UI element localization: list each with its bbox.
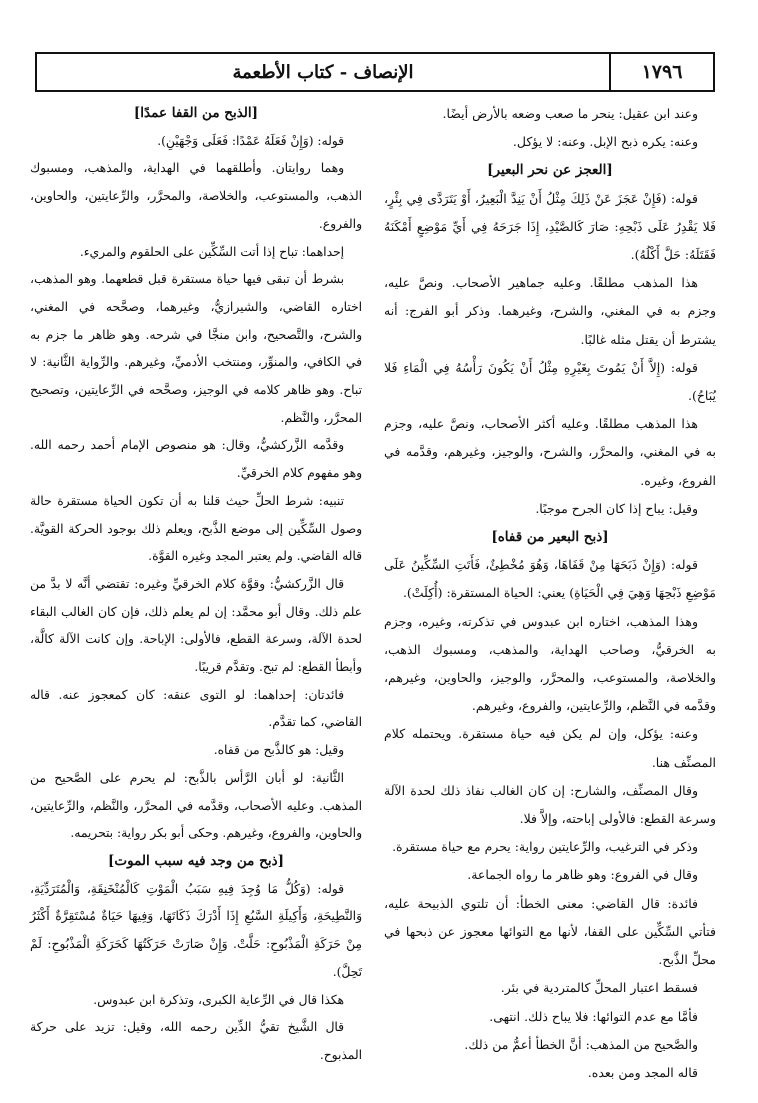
right-column-paragraph: هذا المذهب مطلقًا. وعليه أكثر الأصحاب، ونصَّ عليه، وجزم به في المغني، والمحرَّر، والشرح، والوجيز، وغيرهم، وقدَّمه في الفروع، وغيره. — [384, 416, 716, 488]
right-column-paragraph: وهذا المذهب، اختاره ابن عبدوس في تذكرته، وغيره، وجزم به الخرقيُّ، وصاحب الهداية، والمذهب، ومسبوك الذهب، والخلاصة، والمستوعب، والمحرَّر، والوجيز، والحاوين، وغيرهم، وقدَّمه في النَّظم، والرِّعايتين، والفروع، وغيرهم. — [384, 613, 716, 714]
left-column-paragraph: الثَّانية: لو أبان الرَّأس بالذَّبح: لم يحرم على الصَّحيح من المذهب. وعليه الأصحاب، وقدَّمه في المحرَّر، والنَّظم، والرِّعايتين، والحاوين، والفروع، وغيرهم. وحكى أبو بكر رواية: بتحريمه. — [30, 770, 362, 841]
right-column-paragraph: وعنه: يكره ذبح الإبل. وعنه: لا يؤكل. — [512, 134, 698, 150]
running-title: الإنصاف - كتاب الأطعمة — [232, 61, 414, 83]
right-column-paragraph: وعنه: يؤكل، وإن لم يكن فيه حياة مستقرة. ويحتمله كلام المصنِّف هنا. — [384, 726, 716, 770]
left-column-paragraph: قال الزَّركشيُّ: وقوَّة كلام الخرقيِّ وغيره: تقتضي أنَّه لا بدَّ من علم ذلك. وقال أبو محمَّد: إن لم يعلم ذلك، فإن كان الغالب البقاء لحدة الآلة، وسرعة القطع، فالأولى: الإباحة. وإن كانت الآلة كالَّة، وأبطأ القطع: لم تبح. وتقدَّم قريبًا. — [30, 576, 362, 675]
left-text-column — [30, 100, 362, 1070]
left-column-paragraph: وقدَّمه الزَّركشيُّ، وقال: هو منصوص الإمام أحمد رحمه الله. وهو مفهوم كلام الخرقيِّ. — [30, 438, 362, 481]
left-column-section-heading: [الذبح من القفا عمدًا] — [133, 105, 259, 121]
left-column-paragraph: قوله: (وَكُلُّ مَا وُجِدَ فِيهِ سَبَبُ الْمَوْتِ كَالْمُنْخَنِقَةِ، وَالْمُتَرَدِّيَةِ، وَالنَّطِيحَةِ، وَأَكِيلَةِ السَّبُعِ إِذَا أَدْرَكَ ذَكَاتَهَا، وَفِيهَا حَيَاةٌ مُسْتَقِرَّةٌ أَكْثَرُ مِنْ حَرَكَةِ الْمَذْبُوحِ: حَلَّتْ. وَإِنْ صَارَتْ حَرَكَتُهَا كَحَرَكَةِ الْمَذْبُوحِ: لَمْ تَحِلَّ). — [30, 881, 362, 979]
right-column-paragraph: فسقط اعتبار المحلِّ كالمتردية في بئر. — [500, 980, 698, 996]
right-column-paragraph: وقيل: يباح إذا كان الجرح موجبًا. — [535, 500, 698, 516]
left-column-paragraph: إحداهما: تباح إذا أتت السِّكِّين على الحلقوم والمريء. — [79, 244, 344, 259]
left-column-paragraph: فائدتان: إحداهما: لو التوى عنقه: كان كمعجوز عنه. قاله القاضي، كما تقدَّم. — [30, 687, 362, 730]
right-column-paragraph: قوله: (إِلاَّ أَنْ يَمُوتَ بِغَيْرِهِ مِثْلُ أَنْ يَكُونَ رَأْسُهُ فِي الْمَاءِ فَلا يُبَاحُ). — [384, 359, 716, 404]
left-column-paragraph: هكذا قال في الرِّعاية الكبرى، وتذكرة ابن عبدوس. — [93, 992, 344, 1007]
right-column-paragraph: هذا المذهب مطلقًا. وعليه جماهير الأصحاب. ونصَّ عليه، وجزم به في المغني، والشرح، وغيرهما. وذكر أبو الفرج: أنه يشترط أن يقتل مثله غالبًا. — [384, 275, 716, 347]
page-number: ١٧٩٦ — [641, 61, 683, 83]
left-column-paragraph: قوله: (وَإِنْ فَعَلَهُ عَمْدًا: فَعَلَى وَجْهَيْنِ). — [157, 133, 344, 148]
right-column-paragraph: والصَّحيح من المذهب: أنَّ الخطأ أعمُّ من ذلك. — [464, 1036, 698, 1052]
right-column-paragraph: وعند ابن عقيل: ينحر ما صعب وضعه بالأرض أيضًا. — [442, 106, 698, 121]
right-text-column — [384, 100, 716, 1087]
right-column-section-heading: [ذبح البعير من قفاه] — [491, 529, 609, 546]
page-header — [35, 52, 715, 92]
right-column-paragraph: قوله: (وَإِنْ ذَبَحَهَا مِنْ قَفَاهَا، وَهُوَ مُخْطِئٌ، فَأَتَتِ السِّكِّينُ عَلَى مَوْضِعِ ذَبْحِهَا وَهِيَ فِي الْحَيَاةِ) يعني: الحياة المستقرة: (أُكِلَتْ). — [384, 557, 716, 601]
right-column-paragraph: فأمَّا مع عدم التوائها: فلا يباح ذلك. انتهى. — [489, 1008, 698, 1024]
left-column-paragraph: قال الشَّيخ تقيُّ الدِّين رحمه الله، وقيل: تزيد على حركة المذبوح. — [30, 1020, 362, 1062]
left-column-paragraph: وقيل: هو كالذَّبح من قفاه. — [213, 743, 344, 758]
left-column-section-heading: [ذبح من وجد فيه سبب الموت] — [108, 852, 284, 869]
left-column-paragraph: تنبيه: شرط الحلِّ حيث قلنا به أن تكون الحياة مستقرة حالة وصول السِّكِّين إلى موضع الذَّبح، ويعلم ذلك بوجود الحركة القويَّة. قاله القاضي. ولم يعتبر المجد وغيره القوَّة. — [30, 493, 362, 564]
right-column-paragraph: قوله: (فَإِنْ عَجَزَ عَنْ ذَلِكَ مِثْلُ أَنْ يَنِدَّ الْبَعِيرُ، أَوْ يَتَرَدَّى فِي بِئْرٍ، فَلا يَقْدِرُ عَلَى ذَبْحِهِ: صَارَ كَالصَّيْدِ، إِذَا جَرَحَهُ فِي أَيِّ مَوْضِعٍ أَمْكَنَهُ فَقَتَلَهُ: حَلَّ أَكْلُهُ). — [384, 190, 716, 263]
right-column-paragraph: قاله المجد ومن بعده. — [587, 1064, 698, 1080]
right-column-paragraph: وذكر في الترغيب، والرِّعايتين رواية: يحرم مع حياة مستقرة. — [392, 839, 698, 855]
right-column-paragraph: فائدة: قال القاضي: معنى الخطأ: أن تلتوي الذبيحة عليه، فتأتي السِّكِّين على القفا، لأنها مع التوائها معجوز عن ذبحها في محلِّ الذَّبح. — [384, 895, 716, 968]
left-column-paragraph: بشرط أن تبقى فيها حياة مستقرة قبل قطعهما. وهو المذهب، اختاره القاضي، والشيرازيُّ، وغيرهما، وصحَّحه في المغني، والشرح، والتَّصحيح، وابن منجَّا في شرحه. وهو ظاهر ما جزم به في الكافي، والمنوِّر، ومنتخب الأدميِّ، وغيرهم. والرِّواية الثَّانية: لا تباح. وهو ظاهر كلامه في الوجيز، وصحَّحه في الرِّعايتين، وتصحيح المحرَّر، والنَّظم. — [30, 272, 362, 425]
right-column-paragraph: وقال في الفروع: وهو ظاهر ما رواه الجماعة. — [467, 867, 698, 883]
right-column-section-heading: [العجز عن نحر البعير] — [487, 162, 613, 179]
right-column-paragraph: وقال المصنِّف، والشارح: إن كان الغالب نفاذ ذلك لحدة الآلة وسرعة القطع: فالأولى إباحته، وإلاَّ فلا. — [384, 782, 716, 827]
left-column-paragraph: وهما روايتان. وأطلقهما في الهداية، والمذهب، ومسبوك الذهب، والمستوعب، والخلاصة، والمحرَّر، والرِّعايتين، والحاوين، والفروع. — [30, 161, 362, 231]
